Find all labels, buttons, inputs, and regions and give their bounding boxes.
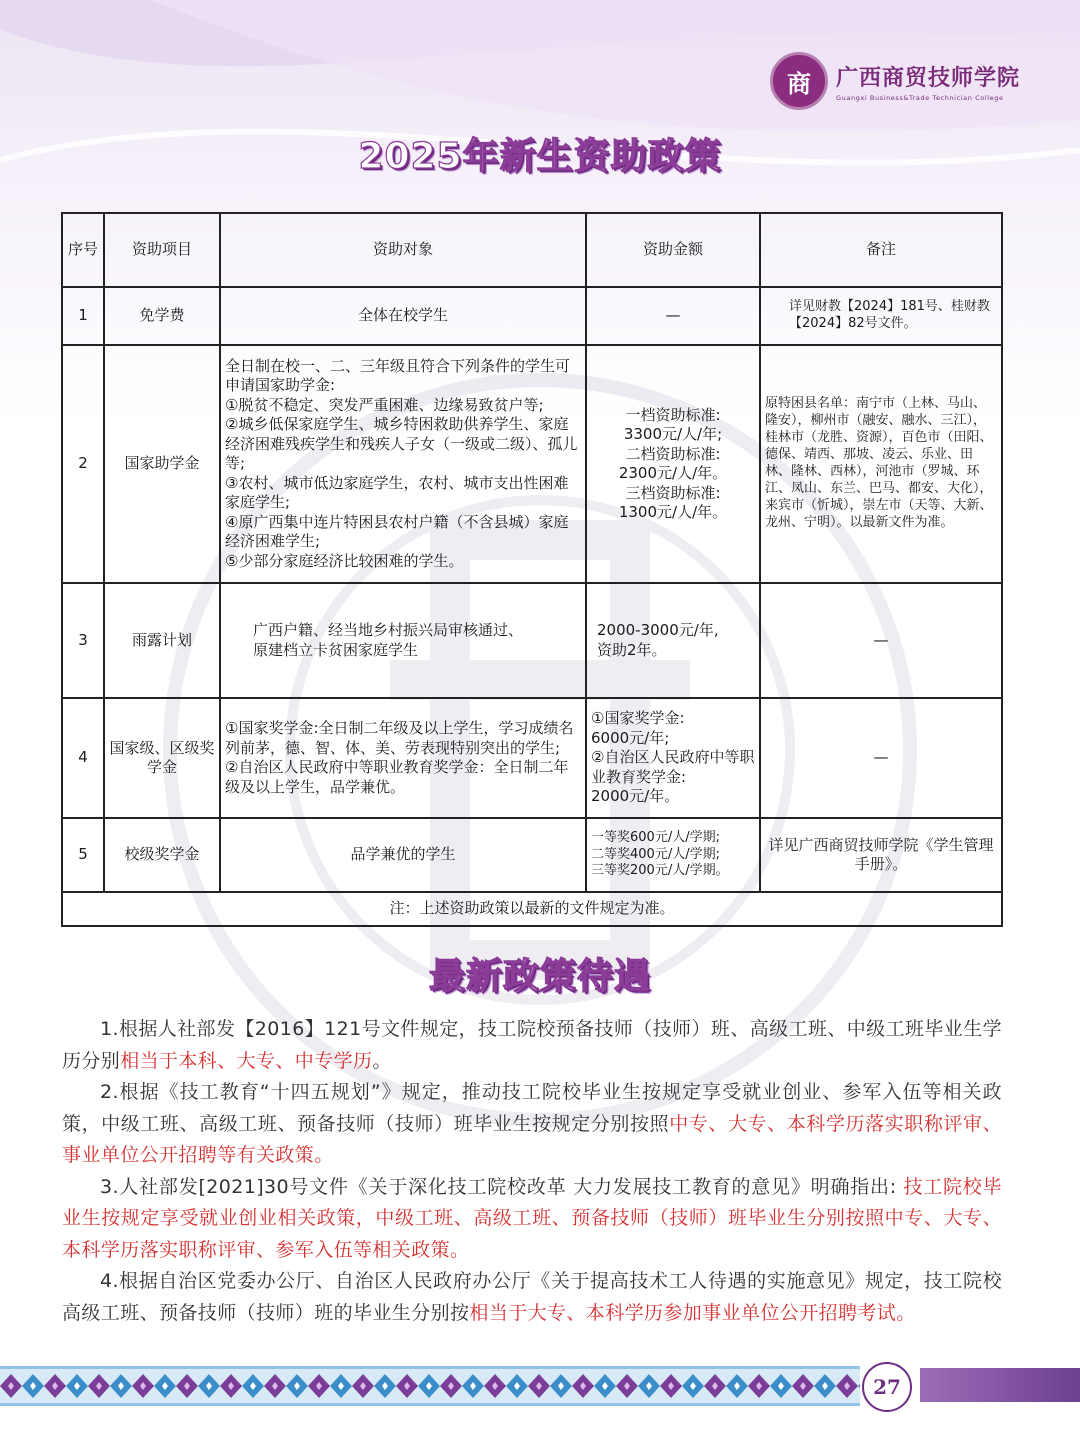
paragraph <box>62 1266 1002 1329</box>
page-title: 2025年新生资助政策 <box>358 136 722 177</box>
amount-line: 三档资助标准: <box>625 483 721 502</box>
table-row <box>62 818 1002 892</box>
highlight-run: 相当于大专、本科学历参加事业单位公开招聘考试。 <box>469 1301 916 1324</box>
amount-line: 2000-3000元/年, <box>597 621 719 639</box>
row-item: 国家级、区级奖学金 <box>104 698 220 818</box>
amount-line: 三等奖200元/人/学期。 <box>591 863 729 879</box>
amount-line: 6000元/年; <box>591 728 670 747</box>
amount-line: 2300元/人/年。 <box>618 464 728 482</box>
paragraph <box>62 1077 1002 1172</box>
paragraph <box>62 1014 1002 1077</box>
paragraph <box>62 1172 1002 1267</box>
table-note-row <box>62 892 1002 926</box>
logo-name-cn: 广西商贸技师学院 <box>836 64 1021 91</box>
header-amount: 资助金额 <box>586 213 760 287</box>
row-no: 5 <box>62 818 104 892</box>
row-remark: — <box>760 698 1002 818</box>
table-row <box>62 345 1002 583</box>
logo-text <box>836 61 1020 102</box>
text-run: 4.根据自治区党委办公厅、自治区人民政府办公厅《关于提高技术工人待遇的实施意见》规定，技工院校高级工班、预备技师（技师）班的毕业生分别按 <box>62 1270 1002 1324</box>
policy-paragraphs <box>62 1014 1002 1329</box>
amount-line: 2000元/年。 <box>591 787 680 806</box>
row-amount <box>586 818 760 892</box>
header-item: 资助项目 <box>104 213 220 287</box>
row-remark: — <box>760 583 1002 698</box>
text-run: 3.人社部发[2021]30号文件《关于深化技工院校改革 大力发展技工教育的意见》明确指出: <box>100 1175 904 1198</box>
row-no: 3 <box>62 583 104 698</box>
policy-table <box>61 212 1003 927</box>
highlight-run: 相当于本科、大专、中专学历 <box>120 1049 373 1072</box>
amount-line: 资助2年。 <box>597 640 667 659</box>
amount-line: 1300元/人/年。 <box>618 503 728 521</box>
table-row <box>62 583 1002 698</box>
target-line: 全日制在校一、二、三年级且符合下列条件的学生可申请国家助学金: <box>225 356 571 395</box>
amount-line: 3300元/人/年; <box>623 425 723 443</box>
amount-line: 二档资助标准: <box>625 444 721 463</box>
footer-bar <box>920 1368 1080 1402</box>
row-no: 1 <box>62 287 104 345</box>
row-remark: 详见广西商贸技师学院《学生管理手册》。 <box>760 818 1002 892</box>
page-number: 27 <box>862 1362 912 1412</box>
amount-line: ②自治区人民政府中等职业教育奖学金: <box>591 748 755 786</box>
target-line: ②自治区人民政府中等职业教育奖学金：全日制二年级及以上学生，品学兼优。 <box>225 758 569 796</box>
target-line: ④原广西集中连片特困县农村户籍（不含县城）家庭经济困难学生; <box>225 512 569 551</box>
row-amount: — <box>586 287 760 345</box>
amount-line: 一档资助标准: <box>625 405 721 424</box>
footer-pattern <box>0 1366 1080 1406</box>
header-no: 序号 <box>62 213 104 287</box>
row-target <box>220 698 586 818</box>
target-line: ③农村、城市低边家庭学生，农村、城市支出性困难家庭学生; <box>225 473 569 512</box>
row-remark: 原特困县名单：南宁市（上林、马山、隆安），柳州市（融安、融水、三江），桂林市（龙胜、资源），百色市（田阳、德保、靖西、那坡、凌云、乐业、田林、隆林、西林），河池市（罗城、环江、凤山、东兰、巴马、都安、大化），来宾市（忻城），崇左市（天等、大新、龙州、宁明）。以最新文件为准。 <box>760 345 1002 583</box>
header-remark: 备注 <box>760 213 1002 287</box>
text-run: 1.根据人社部发【2016】121号文件规定，技工院校预备技师（技师）班、高级工班、中级工班毕业生学历分别 <box>62 1018 1002 1072</box>
section-title: 最新政策待遇 <box>428 956 651 997</box>
highlight-run: 中专、大专、本科学历落实职称评审、事业单位公开招聘等有关政策。 <box>62 1112 1002 1166</box>
row-amount <box>586 345 760 583</box>
amount-line: ①国家奖学金: <box>591 709 685 728</box>
row-target: 品学兼优的学生 <box>220 818 586 892</box>
target-line: 原建档立卡贫困家庭学生 <box>253 640 419 659</box>
target-line: ⑤少部分家庭经济比较困难的学生。 <box>225 551 464 570</box>
row-target <box>220 583 586 698</box>
header-target: 资助对象 <box>220 213 586 287</box>
college-logo <box>770 52 1020 110</box>
target-line: ①脱贫不稳定、突发严重困难、边缘易致贫户等; <box>225 395 544 414</box>
row-remark: 详见财教【2024】181号、桂财教【2024】82号文件。 <box>760 287 1002 345</box>
table-header-row <box>62 213 1002 287</box>
row-no: 2 <box>62 345 104 583</box>
row-amount <box>586 583 760 698</box>
text-run: 2.根据《技工教育“十四五规划”》规定，推动技工院校毕业生按规定享受就业创业、参军入伍等相关政策，中级工班、高级工班、预备技师（技师）班毕业生按规定分别按照 <box>62 1081 1002 1135</box>
row-amount <box>586 698 760 818</box>
target-line: 广西户籍、经当地乡村振兴局审核通过、 <box>253 621 524 639</box>
row-item: 免学费 <box>104 287 220 345</box>
table-note: 注：上述资助政策以最新的文件规定为准。 <box>62 892 1002 926</box>
college-seal-icon: 商 <box>770 52 828 110</box>
logo-name-en: Guangxi Business&Trade Technician College <box>836 93 1004 102</box>
amount-line: 一等奖600元/人/学期; <box>591 829 720 845</box>
table-row <box>62 698 1002 818</box>
row-target: 全体在校学生 <box>220 287 586 345</box>
row-no: 4 <box>62 698 104 818</box>
text-run: 。 <box>372 1049 392 1072</box>
target-line: ②城乡低保家庭学生、城乡特困救助供养学生、家庭经济困难残疾学生和残疾人子女（一级或二级）、孤儿等; <box>225 415 578 473</box>
table-row <box>62 287 1002 345</box>
amount-line: 二等奖400元/人/学期; <box>591 846 720 862</box>
highlight-run: 技工院校毕业生按规定享受就业创业相关政策，中级工班、高级工班、预备技师（技师）班毕业生分别按照中专、大专、本科学历落实职称评审、参军入伍等相关政策。 <box>62 1175 1002 1261</box>
target-line: ①国家奖学金:全日制二年级及以上学生，学习成绩名列前茅，德、智、体、美、劳表现特别突出的学生; <box>225 719 574 757</box>
row-item: 校级奖学金 <box>104 818 220 892</box>
row-item: 雨露计划 <box>104 583 220 698</box>
row-item: 国家助学金 <box>104 345 220 583</box>
row-target <box>220 345 586 583</box>
